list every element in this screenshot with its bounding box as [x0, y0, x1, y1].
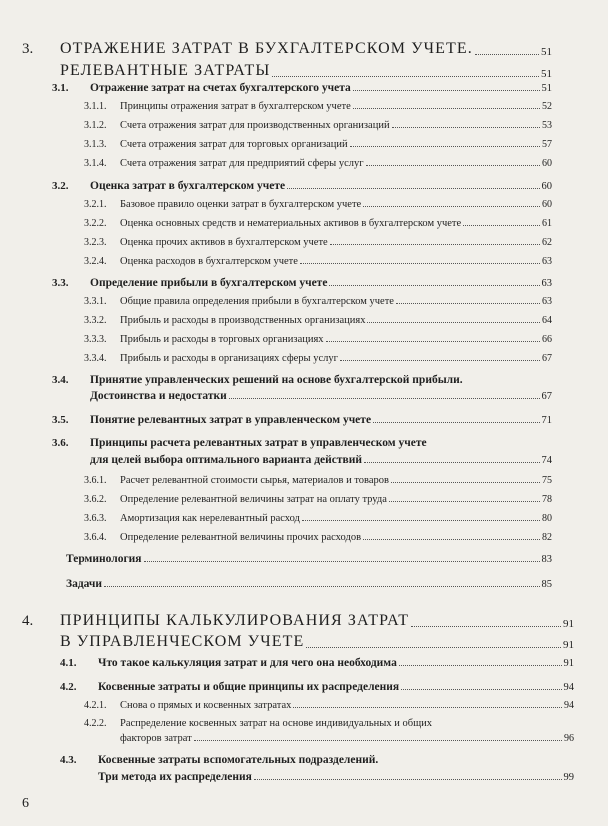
toc-leader: [367, 322, 540, 323]
toc-page-number: 78: [542, 494, 552, 505]
toc-number: 4.2.: [60, 681, 77, 693]
toc-page-number: 51: [541, 83, 552, 94]
toc-title: Определение релевантной величины прочих расходов: [120, 532, 362, 543]
toc-number: 4.: [22, 613, 34, 629]
toc-page-number: 64: [542, 315, 552, 326]
toc-number: 3.6.4.: [84, 532, 107, 543]
toc-title: Определение прибыли в бухгалтерском учете: [90, 277, 328, 289]
toc-subsection: [84, 139, 552, 150]
toc-subsection: [84, 218, 552, 229]
toc-subsection-continuation: [120, 733, 574, 744]
toc-leader: [411, 626, 561, 627]
toc-leader: [144, 561, 540, 562]
toc-number: 3.2.3.: [84, 237, 107, 248]
page-folio: 6: [22, 796, 29, 811]
toc-number: 3.2.4.: [84, 256, 107, 267]
toc-title: Что такое калькуляция затрат и для чего она необходима: [98, 657, 397, 669]
toc-page-number: 66: [542, 334, 552, 345]
toc-page-number: 62: [542, 237, 552, 248]
toc-leader: [350, 146, 540, 147]
toc-page-number: 63: [541, 278, 552, 289]
toc-number: 3.2.2.: [84, 218, 107, 229]
toc-page-number: 61: [542, 218, 552, 229]
toc-subsection: [84, 158, 552, 169]
toc-page-number: 94: [564, 700, 574, 711]
toc-title: ОТРАЖЕНИЕ ЗАТРАТ В БУХГАЛТЕРСКОМ УЧЕТЕ.: [60, 40, 473, 57]
toc-chapter: [22, 40, 552, 58]
toc-title: Снова о прямых и косвенных затратах: [120, 700, 292, 711]
toc-leader: [391, 482, 540, 483]
toc-section: [66, 553, 552, 565]
toc-title: ПРИНЦИПЫ КАЛЬКУЛИРОВАНИЯ ЗАТРАТ: [60, 612, 410, 629]
toc-section: [52, 82, 552, 94]
toc-leader: [396, 303, 540, 304]
toc-title: Счета отражения затрат для предприятий сферы услуг: [120, 158, 364, 169]
toc-leader: [272, 76, 539, 77]
toc-leader: [353, 108, 540, 109]
toc-page-number: 91: [563, 658, 574, 669]
toc-number: 3.1.3.: [84, 139, 107, 150]
toc-number: 3.6.: [52, 437, 69, 449]
toc-number: 3.3.: [52, 277, 69, 289]
toc-leader: [475, 54, 539, 55]
toc-title: Оценка основных средств и нематериальных активов в бухгалтерском учете: [120, 218, 462, 229]
toc-title: Прибыль и расходы в торговых организациях: [120, 334, 324, 345]
toc-number: 4.3.: [60, 754, 77, 766]
toc-subsection: [84, 700, 574, 711]
toc-number: 3.5.: [52, 414, 69, 426]
toc-section: [60, 681, 574, 693]
toc-title: Общие правила определения прибыли в бухгалтерском учете: [120, 296, 394, 307]
toc-leader: [287, 188, 539, 189]
toc-page-number: 51: [541, 68, 552, 80]
toc-page-number: 80: [542, 513, 552, 524]
toc-number: 3.3.1.: [84, 296, 107, 307]
toc-page-number: 91: [563, 618, 574, 630]
toc-number: 3.4.: [52, 374, 69, 386]
toc-leader: [326, 341, 540, 342]
toc-chapter: [22, 612, 574, 630]
toc-leader: [329, 285, 539, 286]
toc-number: 3.2.1.: [84, 199, 107, 210]
toc-subsection: [84, 199, 552, 210]
toc-page-number: 52: [542, 101, 552, 112]
toc-subsection: [84, 475, 552, 486]
toc-subsection: [84, 296, 552, 307]
toc-leader: [363, 206, 540, 207]
toc-page-number: 63: [542, 296, 552, 307]
toc-number: 3.: [22, 41, 34, 57]
toc-title: Счета отражения затрат для торговых организаций: [120, 139, 348, 150]
toc-number: 3.3.3.: [84, 334, 107, 345]
toc-title: Определение релевантной величины затрат на оплату труда: [120, 494, 387, 505]
toc-page-number: 83: [541, 554, 552, 565]
toc-subsection: [84, 256, 552, 267]
toc-subsection: [84, 532, 552, 543]
toc-leader: [300, 263, 540, 264]
toc-page-number: 57: [542, 139, 552, 150]
toc-chapter-continuation: [60, 62, 552, 80]
toc-number: 3.1.4.: [84, 158, 107, 169]
toc-subsection: [84, 718, 574, 729]
toc-leader: [306, 647, 561, 648]
toc-page-number: 53: [542, 120, 552, 131]
toc-leader: [364, 462, 540, 463]
toc-leader: [373, 422, 539, 423]
toc-section: [66, 578, 552, 590]
toc-page-number: 60: [541, 181, 552, 192]
toc-section-continuation: [98, 771, 574, 783]
toc-subsection: [84, 334, 552, 345]
toc-number: 3.1.2.: [84, 120, 107, 131]
toc-title: Терминология: [66, 553, 142, 565]
toc-leader: [330, 244, 540, 245]
toc-page-number: 71: [541, 415, 552, 426]
toc-page-number: 99: [563, 772, 574, 783]
toc-page-number: 60: [542, 158, 552, 169]
toc-number: 3.3.4.: [84, 353, 107, 364]
toc-section-continuation: [90, 390, 552, 402]
toc-number: 3.6.3.: [84, 513, 107, 524]
toc-title: Косвенные затраты вспомогательных подразделений.: [98, 754, 379, 766]
toc-page-number: 82: [542, 532, 552, 543]
toc-title-continuation: для целей выбора оптимального варианта действий: [90, 454, 362, 466]
toc-leader: [104, 586, 539, 587]
toc-title-continuation: Три метода их распределения: [98, 771, 252, 783]
toc-section: [52, 437, 552, 449]
toc-subsection: [84, 237, 552, 248]
toc-leader: [340, 360, 540, 361]
toc-number: 3.6.1.: [84, 475, 107, 486]
toc-section: [52, 414, 552, 426]
toc-title-continuation: В УПРАВЛЕНЧЕСКОМ УЧЕТЕ: [60, 633, 305, 650]
toc-title: Распределение косвенных затрат на основе индивидуальных и общих: [120, 718, 433, 729]
toc-page-number: 75: [542, 475, 552, 486]
toc-section: [52, 374, 552, 386]
toc-title: Отражение затрат на счетах бухгалтерского учета: [90, 82, 351, 94]
toc-title: Принципы отражения затрат в бухгалтерском учете: [120, 101, 351, 112]
toc-number: 4.2.2.: [84, 718, 107, 729]
toc-subsection: [84, 494, 552, 505]
toc-title: Понятие релевантных затрат в управленческом учете: [90, 414, 372, 426]
toc-section: [52, 277, 552, 289]
toc-leader: [293, 707, 562, 708]
toc-title-continuation: Достоинства и недостатки: [90, 390, 227, 402]
toc-title: Оценка расходов в бухгалтерском учете: [120, 256, 298, 267]
toc-page-number: 85: [541, 579, 552, 590]
toc-leader: [194, 740, 562, 741]
toc-number: 3.1.1.: [84, 101, 107, 112]
toc-title-continuation: факторов затрат: [120, 733, 192, 744]
toc-title: Амортизация как нерелевантный расход: [120, 513, 300, 524]
toc-page-number: 67: [541, 391, 552, 402]
toc-leader: [463, 225, 540, 226]
toc-title: Счета отражения затрат для производственных организаций: [120, 120, 390, 131]
toc-section: [60, 754, 574, 766]
toc-chapter-continuation: [60, 633, 574, 651]
toc-leader: [353, 90, 540, 91]
toc-page-number: 94: [563, 682, 574, 693]
toc-leader: [399, 665, 562, 666]
toc-title: Принципы расчета релевантных затрат в управленческом учете: [90, 437, 427, 449]
toc-subsection: [84, 101, 552, 112]
toc-page-number: 91: [563, 639, 574, 651]
toc-subsection: [84, 513, 552, 524]
toc-leader: [302, 520, 540, 521]
toc-number: 3.3.2.: [84, 315, 107, 326]
toc-leader: [363, 539, 540, 540]
toc-section: [60, 657, 574, 669]
toc-title: Принятие управленческих решений на основе бухгалтерской прибыли.: [90, 374, 463, 386]
toc-subsection: [84, 315, 552, 326]
toc-title: Базовое правило оценки затрат в бухгалтерском учете: [120, 199, 362, 210]
toc-title: Прибыль и расходы в организациях сферы услуг: [120, 353, 338, 364]
toc-title: Прибыль и расходы в производственных организациях: [120, 315, 366, 326]
toc-page-number: 96: [564, 733, 574, 744]
toc-leader: [389, 501, 540, 502]
toc-number: 3.6.2.: [84, 494, 107, 505]
toc-subsection: [84, 353, 552, 364]
toc-leader: [392, 127, 540, 128]
toc-number: 4.2.1.: [84, 700, 107, 711]
toc-title-continuation: РЕЛЕВАНТНЫЕ ЗАТРАТЫ: [60, 62, 271, 79]
toc-title: Расчет релевантной стоимости сырья, материалов и товаров: [120, 475, 389, 486]
toc-number: 3.2.: [52, 180, 69, 192]
toc-leader: [366, 165, 540, 166]
toc-leader: [254, 779, 562, 780]
toc-page-number: 63: [542, 256, 552, 267]
toc-page-number: 74: [541, 455, 552, 466]
toc-number: 4.1.: [60, 657, 77, 669]
toc-number: 3.1.: [52, 82, 69, 94]
toc-subsection: [84, 120, 552, 131]
toc-leader: [229, 398, 540, 399]
toc-page-number: 51: [541, 46, 552, 58]
toc-title: Задачи: [66, 578, 103, 590]
toc-leader: [401, 689, 561, 690]
toc-page-number: 67: [542, 353, 552, 364]
toc-title: Оценка затрат в бухгалтерском учете: [90, 180, 286, 192]
toc-title: Косвенные затраты и общие принципы их распределения: [98, 681, 400, 693]
toc-title: Оценка прочих активов в бухгалтерском учете: [120, 237, 328, 248]
toc-page-number: 60: [542, 199, 552, 210]
toc-section: [52, 180, 552, 192]
toc-section-continuation: [90, 454, 552, 466]
